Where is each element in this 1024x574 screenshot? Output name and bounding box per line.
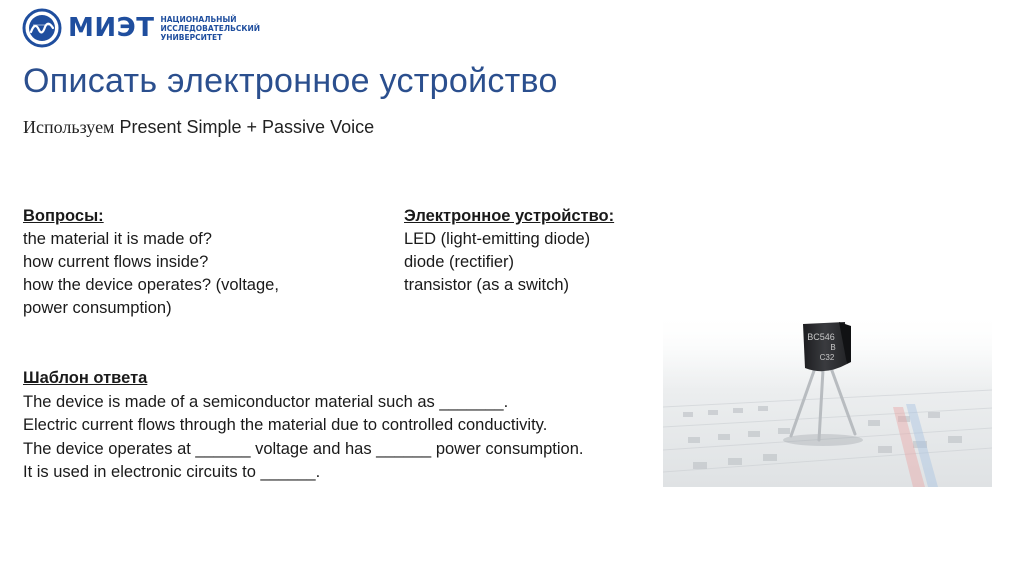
template-line: The device is made of a semiconductor material such as _______. <box>23 392 509 411</box>
logo-subtitle-line: НАЦИОНАЛЬНЫЙ <box>160 14 237 24</box>
slide-title: Описать электронное устройство <box>23 62 558 100</box>
miet-emblem-icon <box>22 8 62 48</box>
transistor-marking: C32 <box>819 353 835 362</box>
question-line: how current flows inside? <box>23 253 209 271</box>
devices-block <box>404 205 614 297</box>
device-line: transistor (as a switch) <box>404 276 570 294</box>
template-line: Electric current flows through the material due to controlled conductivity. <box>23 416 548 434</box>
device-line: LED (light-emitting diode) <box>404 230 591 248</box>
questions-block <box>23 205 279 320</box>
question-line: how the device operates? (voltage, <box>23 276 279 294</box>
devices-heading: Электронное устройство: <box>404 207 615 225</box>
questions-heading: Вопросы: <box>23 207 104 225</box>
transistor-photo <box>663 312 992 487</box>
template-line: The device operates at ______ voltage and has ______ power consumption. <box>23 439 584 458</box>
transistor-body <box>803 322 847 371</box>
logo-name: МИЭТ <box>68 13 155 43</box>
logo-subtitle <box>160 15 260 42</box>
answer-template-heading: Шаблон ответа <box>23 369 148 387</box>
logo-subtitle-line: УНИВЕРСИТЕТ <box>160 32 223 42</box>
device-line: diode (rectifier) <box>404 253 515 271</box>
transistor-marking: BC546 <box>807 332 835 342</box>
slide-subtitle <box>23 117 374 138</box>
transistor-marking: B <box>830 343 836 352</box>
question-line: power consumption) <box>23 299 172 317</box>
template-line: It is used in electronic circuits to ______. <box>23 463 321 481</box>
transistor-image <box>663 312 992 487</box>
logo-subtitle-line: ИССЛЕДОВАТЕЛЬСКИЙ <box>160 23 261 33</box>
answer-template-block <box>23 367 583 485</box>
question-line: the material it is made of? <box>23 230 212 248</box>
subtitle-russian: Используем <box>23 117 115 137</box>
university-logo <box>22 8 260 48</box>
subtitle-english: Present Simple + Passive Voice <box>119 117 375 137</box>
